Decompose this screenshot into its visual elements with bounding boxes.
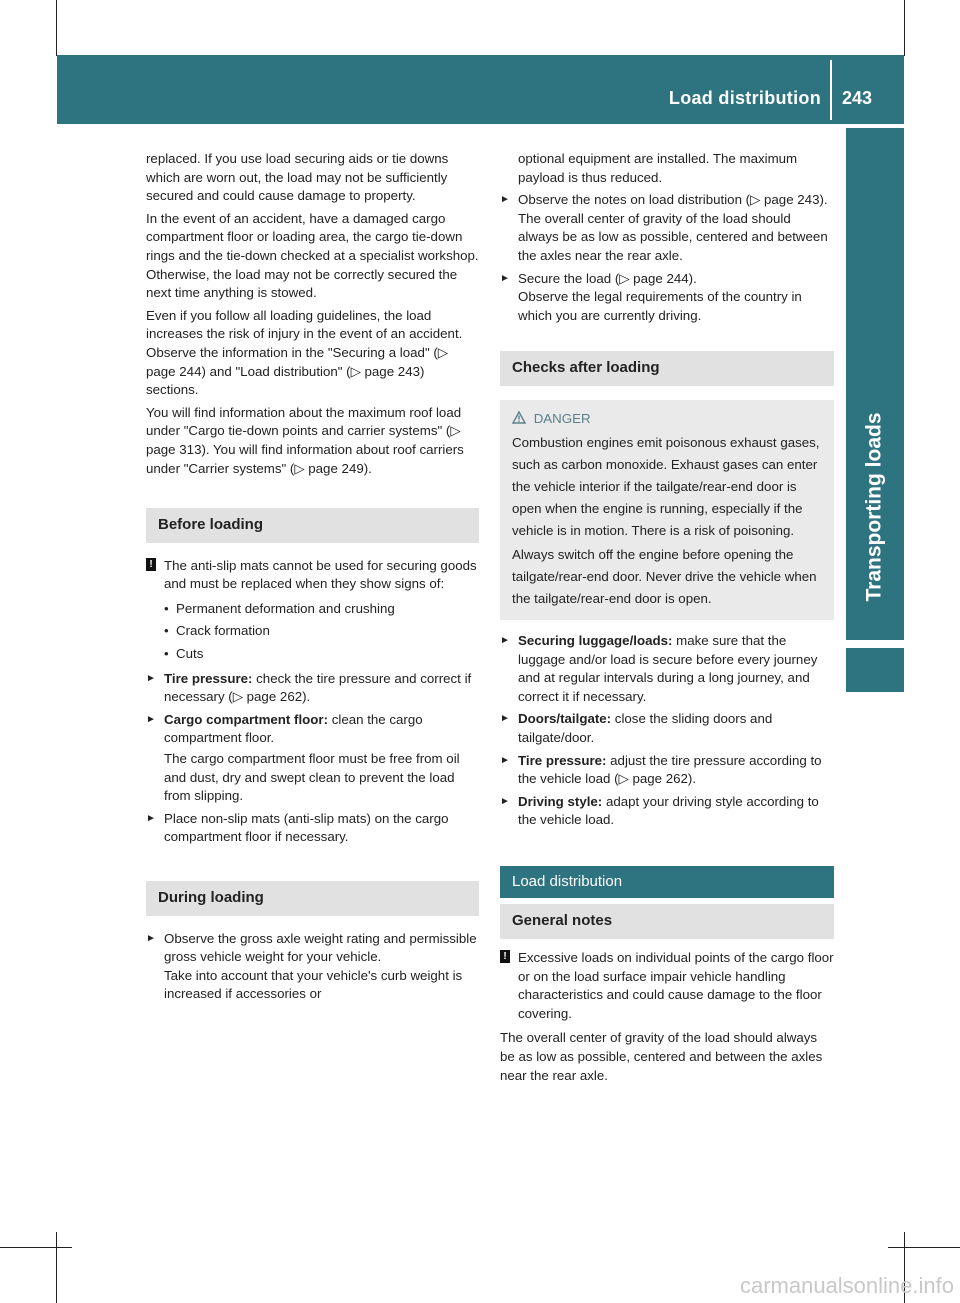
note-icon: ! bbox=[146, 558, 156, 571]
warning-triangle-icon bbox=[512, 411, 526, 424]
step-label: Driving style: bbox=[518, 793, 603, 809]
paragraph: Even if you follow all loading guidelines, the load increases the risk of injury in the event of an accident. Observe the information in the "Securing a load" (▷ page 244) and "Load distribution" (▷ page 243) sections. bbox=[146, 307, 463, 398]
paragraph: You will find information about the maximum roof load under "Cargo tie-down points and carrier systems" (▷ page 313). You will find information about roof carriers under "Carrier systems" (▷ page 249). bbox=[146, 404, 464, 476]
step-text: check the tire pressure and correct if necessary (▷ page 262). bbox=[164, 670, 472, 705]
side-tab-marker bbox=[846, 648, 904, 692]
step-text: close the sliding doors and tailgate/door. bbox=[518, 711, 773, 745]
step-label: Tire pressure: bbox=[518, 752, 607, 768]
left-column bbox=[146, 150, 479, 1008]
danger-box bbox=[500, 400, 834, 620]
step-label: Securing luggage/loads: bbox=[518, 632, 673, 648]
step-item bbox=[500, 270, 834, 326]
crop-mark-bl-h bbox=[0, 1247, 72, 1248]
watermark: carmanualsonline.info bbox=[739, 1273, 954, 1298]
step-item bbox=[146, 670, 479, 707]
step-label: Cargo compartment floor: bbox=[164, 711, 329, 727]
page-number: 243 bbox=[842, 88, 873, 108]
danger-header bbox=[512, 408, 822, 430]
step-item bbox=[500, 710, 834, 747]
section-heading-load-distribution: Load distribution bbox=[500, 866, 834, 899]
step-detail: Take into account that your vehicle's curb weight is increased if accessories or bbox=[164, 967, 463, 1002]
bullet-list bbox=[146, 600, 479, 664]
danger-text: Combustion engines emit poisonous exhaust gases, such as carbon monoxide. Exhaust gases can enter the vehicle interior if the tailgate/rear-end door is open when the engine is running, especially if the vehicle is in motion. There is a risk of poisoning. bbox=[512, 434, 820, 538]
step-item bbox=[500, 793, 834, 830]
step-detail: The overall center of gravity of the load should always be as low as possible, centered and between the axles near the rear axle. bbox=[518, 210, 828, 263]
header-divider bbox=[830, 60, 832, 120]
paragraph: optional equipment are installed. The maximum payload is thus reduced. bbox=[518, 151, 798, 185]
danger-text: Always switch off the engine before opening the tailgate/rear-end door. Never drive the vehicle when the tailgate/rear-end door is open. bbox=[512, 546, 817, 606]
chapter-title: Load distribution bbox=[668, 88, 821, 108]
step-item bbox=[500, 632, 834, 706]
step-label: Tire pressure: bbox=[164, 670, 253, 686]
step-text: adapt your driving style according to the vehicle load. bbox=[518, 793, 819, 828]
step-text: Observe the gross axle weight rating and permissible gross vehicle weight for your vehicle. bbox=[164, 930, 477, 965]
step-text: adjust the tire pressure according to the vehicle load (▷ page 262). bbox=[518, 752, 822, 787]
section-heading-during-loading: During loading bbox=[146, 881, 479, 916]
step-text: Observe the notes on load distribution (▷ page 243). bbox=[518, 192, 828, 208]
note-text: Excessive loads on individual points of the cargo floor or on the load surface impair vehicle handling characteristics and could cause damage to the floor covering. bbox=[518, 950, 834, 1021]
list-item: • Cuts bbox=[176, 645, 479, 664]
crop-mark-tr-v bbox=[904, 0, 905, 56]
step-detail: The cargo compartment floor must be free from oil and dust, dry and swept clean to prevent the load from slipping. bbox=[164, 751, 460, 804]
section-heading-checks-after-loading: Checks after loading bbox=[500, 351, 834, 386]
step-item bbox=[146, 930, 479, 1004]
note-text: The anti-slip mats cannot be used for securing goods and must be replaced when they show signs of: bbox=[164, 557, 477, 592]
step-label: Doors/tailgate: bbox=[518, 711, 612, 727]
step-text: make sure that the luggage and/or load is secure before every journey and at regular intervals during a long journey, and correct it if necessary. bbox=[518, 632, 818, 704]
list-item: • Permanent deformation and crushing bbox=[176, 600, 479, 619]
side-tab-label: Transporting loads bbox=[863, 412, 886, 602]
crop-mark-bl-v bbox=[56, 1232, 57, 1303]
step-text: clean the cargo compartment floor. bbox=[164, 711, 423, 746]
step-text: Secure the load (▷ page 244). bbox=[518, 270, 697, 286]
list-item: • Crack formation bbox=[176, 622, 479, 641]
paragraph: replaced. If you use load securing aids or tie downs which are worn out, the load may not be sufficiently secured and could cause damage to property. bbox=[146, 151, 449, 204]
section-heading-before-loading: Before loading bbox=[146, 508, 479, 543]
step-detail: Observe the legal requirements of the country in which you are currently driving. bbox=[518, 289, 802, 323]
paragraph: In the event of an accident, have a damaged cargo compartment floor or loading area, the cargo tie-down rings and the tie-down checked at a specialist workshop. Otherwise, the load may not be correctly secured the next time anything is stowed. bbox=[146, 210, 479, 301]
subsection-heading-general-notes: General notes bbox=[500, 904, 834, 939]
paragraph: The overall center of gravity of the load should always be as low as possible, centered and between the axles near the rear axle. bbox=[500, 1030, 823, 1083]
step-item: ► Place non-slip mats (anti-slip mats) on the cargo compartment floor if necessary. bbox=[146, 810, 479, 847]
note bbox=[500, 949, 834, 1023]
crop-mark-tl-v bbox=[56, 0, 57, 56]
note-icon: ! bbox=[500, 950, 510, 963]
step-item bbox=[500, 191, 834, 265]
crop-mark-br-h bbox=[888, 1247, 960, 1248]
danger-label: DANGER bbox=[533, 410, 591, 426]
step-item bbox=[500, 752, 834, 789]
step-item bbox=[146, 711, 479, 806]
side-tab-label-wrap bbox=[846, 376, 904, 638]
note bbox=[146, 557, 479, 594]
right-column bbox=[500, 150, 834, 1089]
